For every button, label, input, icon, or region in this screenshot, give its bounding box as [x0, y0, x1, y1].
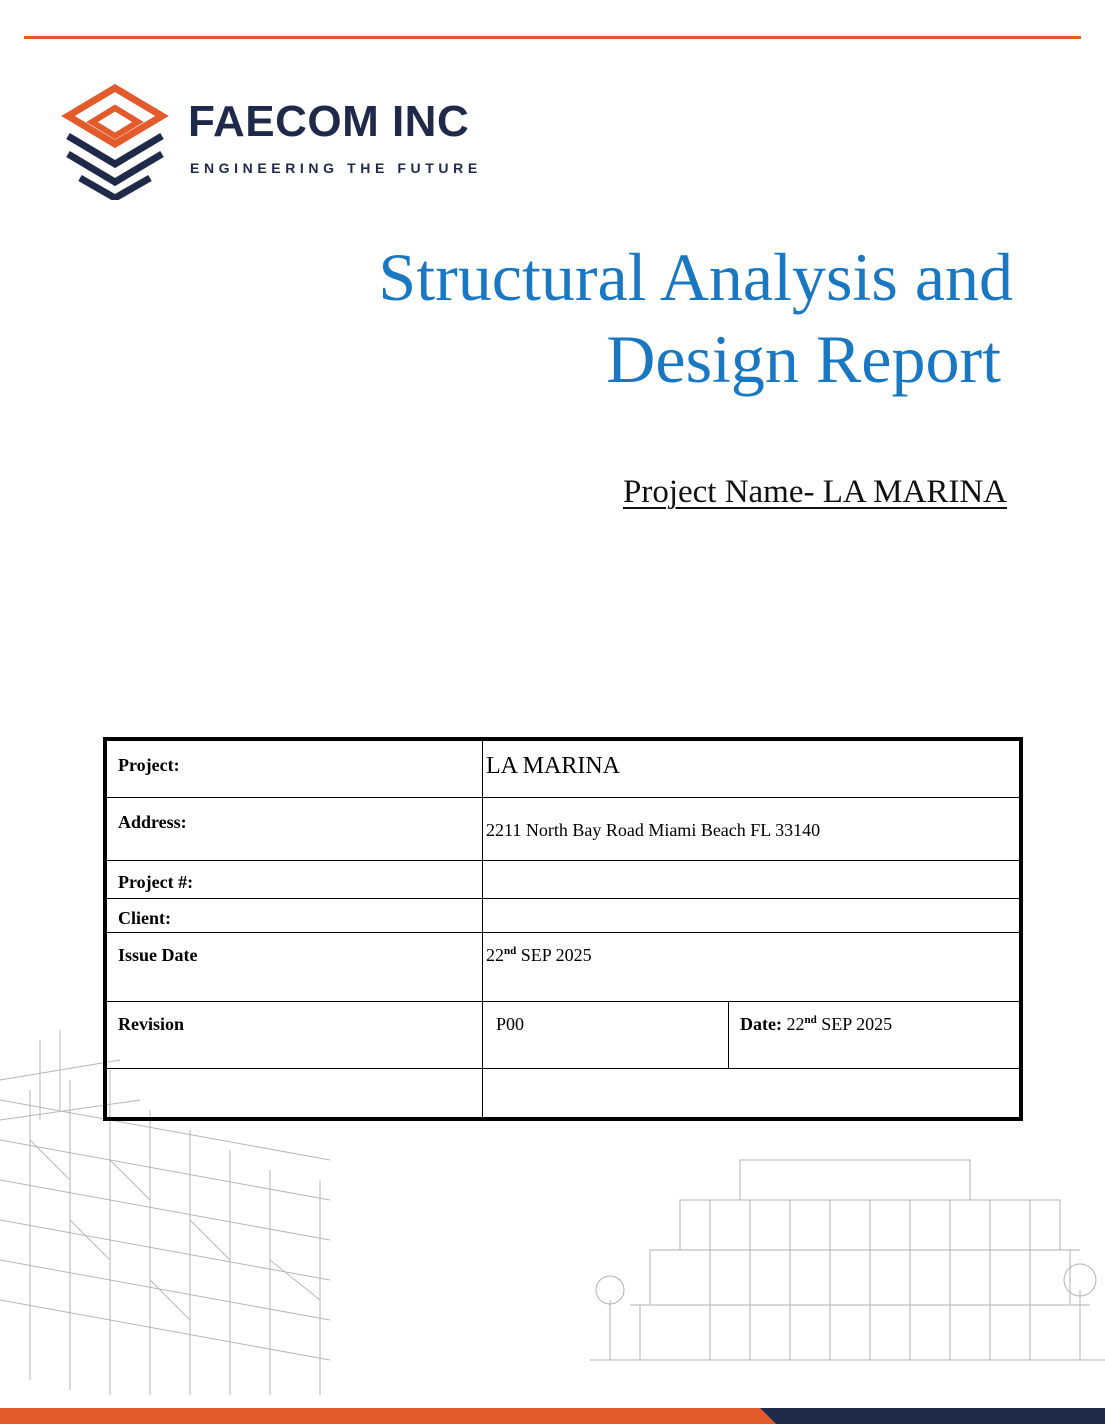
company-tagline: ENGINEERING THE FUTURE — [190, 160, 482, 176]
revision-date — [729, 1002, 1022, 1069]
footer-bar — [0, 1408, 1105, 1424]
address-value: 2211 North Bay Road Miami Beach FL 33140 — [483, 798, 1022, 861]
issue-date-rest: SEP 2025 — [516, 945, 592, 965]
project-number-label: Project #: — [105, 861, 483, 899]
revision-date-label: Date: — [740, 1014, 782, 1034]
blank-value-cell — [483, 1069, 1022, 1120]
project-info-table — [103, 737, 1023, 1121]
report-title-line2: Design Report — [606, 321, 1001, 397]
report-title — [293, 236, 1013, 400]
issue-date-day: 22 — [486, 945, 504, 965]
revision-date-day: 22 — [781, 1014, 805, 1034]
table-row-blank — [105, 1069, 1021, 1120]
table-row-project-number — [105, 861, 1021, 899]
revision-label: Revision — [105, 1002, 483, 1069]
stacked-layers-logo-icon — [60, 84, 170, 200]
table-row-address — [105, 798, 1021, 861]
issue-date-suffix: nd — [504, 945, 517, 957]
company-name: FAECOM INC — [188, 97, 470, 146]
revision-date-rest: SEP 2025 — [816, 1014, 893, 1034]
table-row-revision — [105, 1002, 1021, 1069]
project-value: LA MARINA — [483, 739, 1022, 798]
revision-date-suffix: nd — [804, 1014, 817, 1026]
project-name-heading: Project Name- LA MARINA — [622, 474, 1007, 510]
table-row-client — [105, 899, 1021, 933]
client-value — [483, 899, 1022, 933]
table-row-issue-date — [105, 933, 1021, 1002]
client-label: Client: — [105, 899, 483, 933]
table-row-project — [105, 739, 1021, 798]
issue-date-label: Issue Date — [105, 933, 483, 1002]
project-label: Project: — [105, 739, 483, 798]
header-rule — [24, 36, 1081, 39]
revision-code: P00 — [483, 1002, 729, 1069]
issue-date-value — [483, 933, 1022, 1002]
blank-label-cell — [105, 1069, 483, 1120]
building-sketch — [590, 1140, 1105, 1370]
project-number-value — [483, 861, 1022, 899]
address-label: Address: — [105, 798, 483, 861]
report-title-line1: Structural Analysis and — [378, 239, 1013, 315]
